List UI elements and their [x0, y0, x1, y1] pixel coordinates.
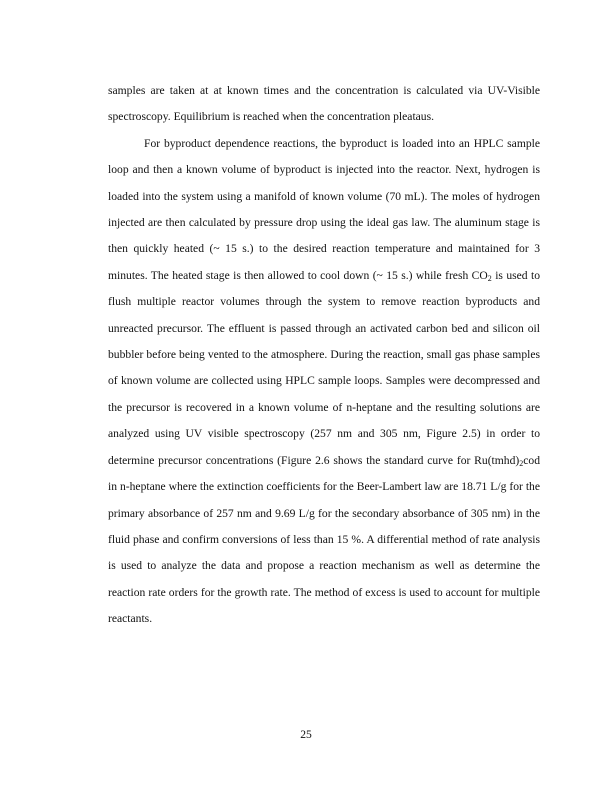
paragraph-text: samples are taken at at known times and the concentration is calculated via UV-Visible spectroscopy. Equilibrium is reached when the concentration pleataus. — [108, 84, 540, 124]
paragraph-text: For byproduct dependence reactions, the byproduct is loaded into an HPLC sample loop and then a known volume of byproduct is injected into the reactor. Next, hydrogen is loaded into the system using a manifold of known volume (70 mL). The moles of hydrogen injected are then calculated by pressure drop using the ideal gas law. The aluminum stage is then quickly heated (~ 15 s.) to the desired reaction temperature and maintained for 3 minutes. The heated stage is then allowed to cool down (~ 15 s.) while fresh CO — [108, 136, 540, 282]
paragraph-byproduct-dependence — [108, 131, 540, 633]
paragraph-text: cod in n-heptane where the extinction coefficients for the Beer-Lambert law are 18.71 L/g for the primary absorbance of 257 nm and 9.69 L/g for the secondary absorbance of 305 nm) in the fluid phase and confirm conversions of less than 15 %. A differential method of rate analysis is used to analyze the data and propose a reaction mechanism as well as determine the reaction rate orders for the growth rate. The method of excess is used to account for multiple reactants. — [108, 453, 540, 626]
paragraph-continuation — [108, 78, 540, 131]
body-text — [108, 78, 540, 633]
subscript: 2 — [519, 458, 524, 468]
subscript: 2 — [487, 273, 492, 283]
page-number: 25 — [300, 728, 312, 741]
paragraph-text: is used to flush multiple reactor volumes through the system to remove reaction byproducts and unreacted precursor. The effluent is passed through an activated carbon bed and silicon oil bubbler before being vented to the atmosphere. During the reaction, small gas phase samples of known volume are collected using HPLC sample loops. Samples were decompressed and the precursor is recovered in a known volume of n-heptane and the resulting solutions are analyzed using UV visible spectroscopy (257 nm and 305 nm, Figure 2.5) in order to determine precursor concentrations (Figure 2.6 shows the standard curve for Ru(tmhd) — [108, 268, 541, 467]
